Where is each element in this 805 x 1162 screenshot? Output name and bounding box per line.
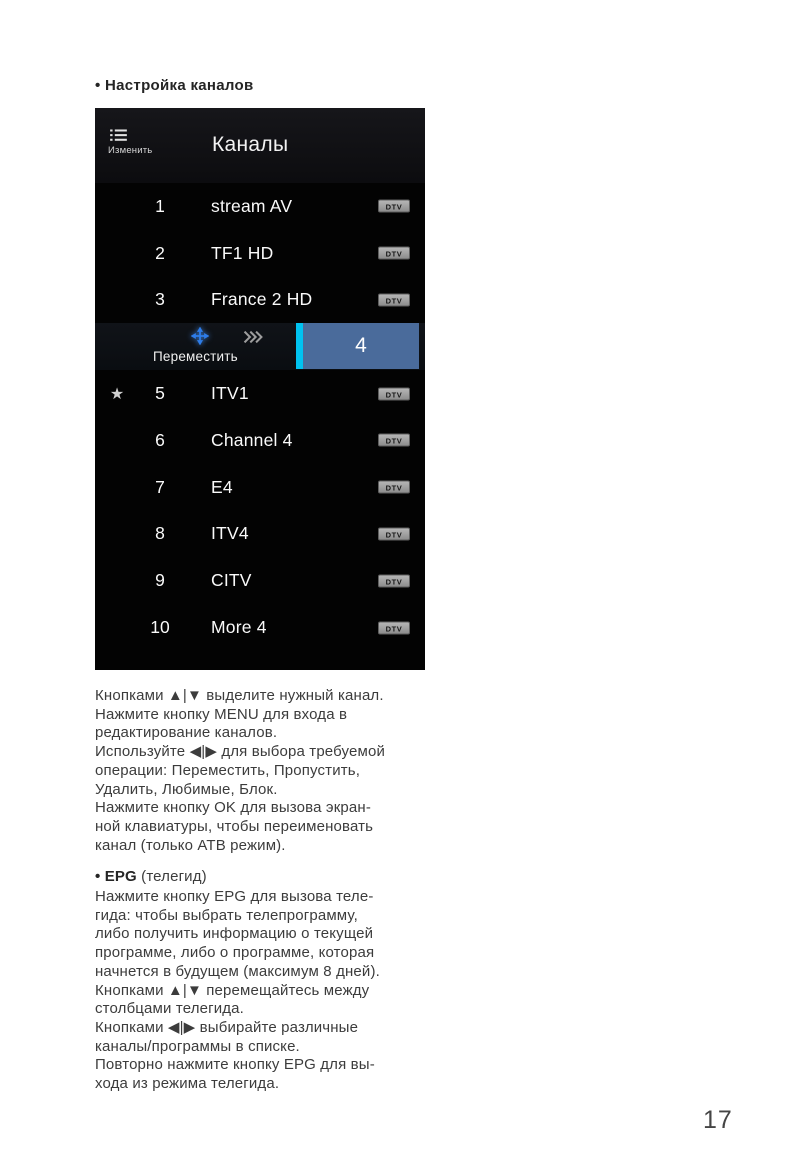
instruction-line: либо получить информацию о текущей: [95, 925, 374, 943]
channel-row[interactable]: [95, 277, 425, 324]
edit-button[interactable]: [108, 129, 164, 156]
channel-number: 2: [155, 242, 165, 263]
page-number: 17: [703, 1106, 733, 1134]
channel-number: 10: [150, 617, 170, 638]
channel-rows-bottom: [95, 370, 425, 651]
channel-name: E4: [211, 476, 233, 497]
channel-row[interactable]: [95, 511, 425, 558]
list-edit-icon: [110, 129, 164, 143]
instruction-line: Кнопками ▲|▼ перемещайтесь между: [95, 981, 370, 999]
channel-row[interactable]: [95, 417, 425, 464]
channel-number: 3: [155, 289, 165, 310]
tv-header: [95, 108, 425, 183]
channel-number: 7: [155, 476, 165, 497]
dtv-badge: DTV: [378, 527, 410, 540]
instruction-line: Используйте ◀|▶ для выбора требуемой: [95, 743, 386, 761]
instruction-line: программе, либо о программе, которая: [95, 944, 375, 962]
epg-instructions: [95, 888, 447, 1094]
instruction-line: Нажмите кнопку MENU для входа в: [95, 705, 348, 723]
channel-number: 6: [155, 429, 165, 450]
instruction-line: операции: Переместить, Пропустить,: [95, 761, 361, 779]
epg-heading-bold: • EPG: [95, 868, 137, 885]
dtv-badge: DTV: [378, 387, 410, 400]
epg-heading-rest: (телегид): [136, 868, 207, 885]
channel-name: France 2 HD: [211, 289, 313, 310]
channel-row[interactable]: [95, 604, 425, 651]
channel-number: 9: [155, 570, 165, 591]
tv-screen-title: Каналы: [212, 132, 289, 156]
channel-row[interactable]: [95, 464, 425, 511]
instruction-line: Нажмите кнопку EPG для вызова теле-: [95, 888, 374, 905]
favorite-star-icon: ★: [109, 385, 125, 403]
channel-number: 5: [155, 383, 165, 404]
instruction-line: гида: чтобы выбрать телепрограмму,: [95, 906, 358, 924]
channel-number: 8: [155, 523, 165, 544]
channel-number: 1: [155, 195, 165, 216]
instruction-line: Повторно нажмите кнопку EPG для вы-: [95, 1056, 375, 1074]
channel-name: TF1 HD: [211, 242, 274, 263]
dtv-badge: DTV: [378, 621, 410, 634]
channel-row[interactable]: [95, 230, 425, 277]
triple-chevron-right-icon: [243, 330, 263, 349]
dtv-badge: DTV: [378, 200, 410, 213]
instruction-line: Кнопками ◀|▶ выбирайте различные: [95, 1018, 359, 1036]
dtv-badge: DTV: [378, 293, 410, 306]
channel-row[interactable]: [95, 183, 425, 230]
tv-channel-list-screenshot: [95, 108, 425, 670]
instruction-line: Кнопками ▲|▼ выделите нужный канал.: [95, 687, 384, 704]
instruction-line: каналы/программы в списке.: [95, 1037, 300, 1055]
instruction-line: Нажмите кнопку OK для вызова экран-: [95, 799, 371, 817]
section-heading-epg: [95, 868, 207, 887]
dtv-badge: DTV: [378, 481, 410, 494]
instruction-line: начнется в будущем (максимум 8 дней).: [95, 962, 380, 980]
channel-setup-instructions: [95, 687, 447, 855]
channel-name: ITV4: [211, 523, 249, 544]
instruction-line: канал (только АТВ режим).: [95, 836, 286, 854]
channel-rows-top: [95, 183, 425, 323]
channel-list: [95, 183, 425, 651]
instruction-line: Удалить, Любимые, Блок.: [95, 780, 278, 798]
channel-name: More 4: [211, 617, 267, 638]
channel-name: ITV1: [211, 383, 249, 404]
edit-button-label: Изменить: [108, 145, 153, 156]
move-target-position-box[interactable]: [296, 323, 419, 369]
dtv-badge: DTV: [378, 247, 410, 260]
dtv-badge: DTV: [378, 574, 410, 587]
instruction-line: столбцами телегида.: [95, 1000, 244, 1018]
move-channel-row[interactable]: [95, 323, 425, 370]
channel-name: stream AV: [211, 195, 293, 216]
move-arrows-icon: [191, 327, 209, 350]
section-heading-channel-setup: • Настройка каналов: [95, 77, 254, 94]
channel-row[interactable]: [95, 557, 425, 604]
instruction-line: редактирование каналов.: [95, 724, 278, 742]
move-target-position-value: 4: [355, 334, 367, 358]
channel-row[interactable]: [95, 370, 425, 417]
move-action-label: Переместить: [153, 349, 238, 365]
channel-name: CITV: [211, 570, 252, 591]
instruction-line: ной клавиатуры, чтобы переименовать: [95, 817, 374, 835]
instruction-line: хода из режима телегида.: [95, 1075, 280, 1093]
dtv-badge: DTV: [378, 434, 410, 447]
channel-name: Channel 4: [211, 429, 293, 450]
